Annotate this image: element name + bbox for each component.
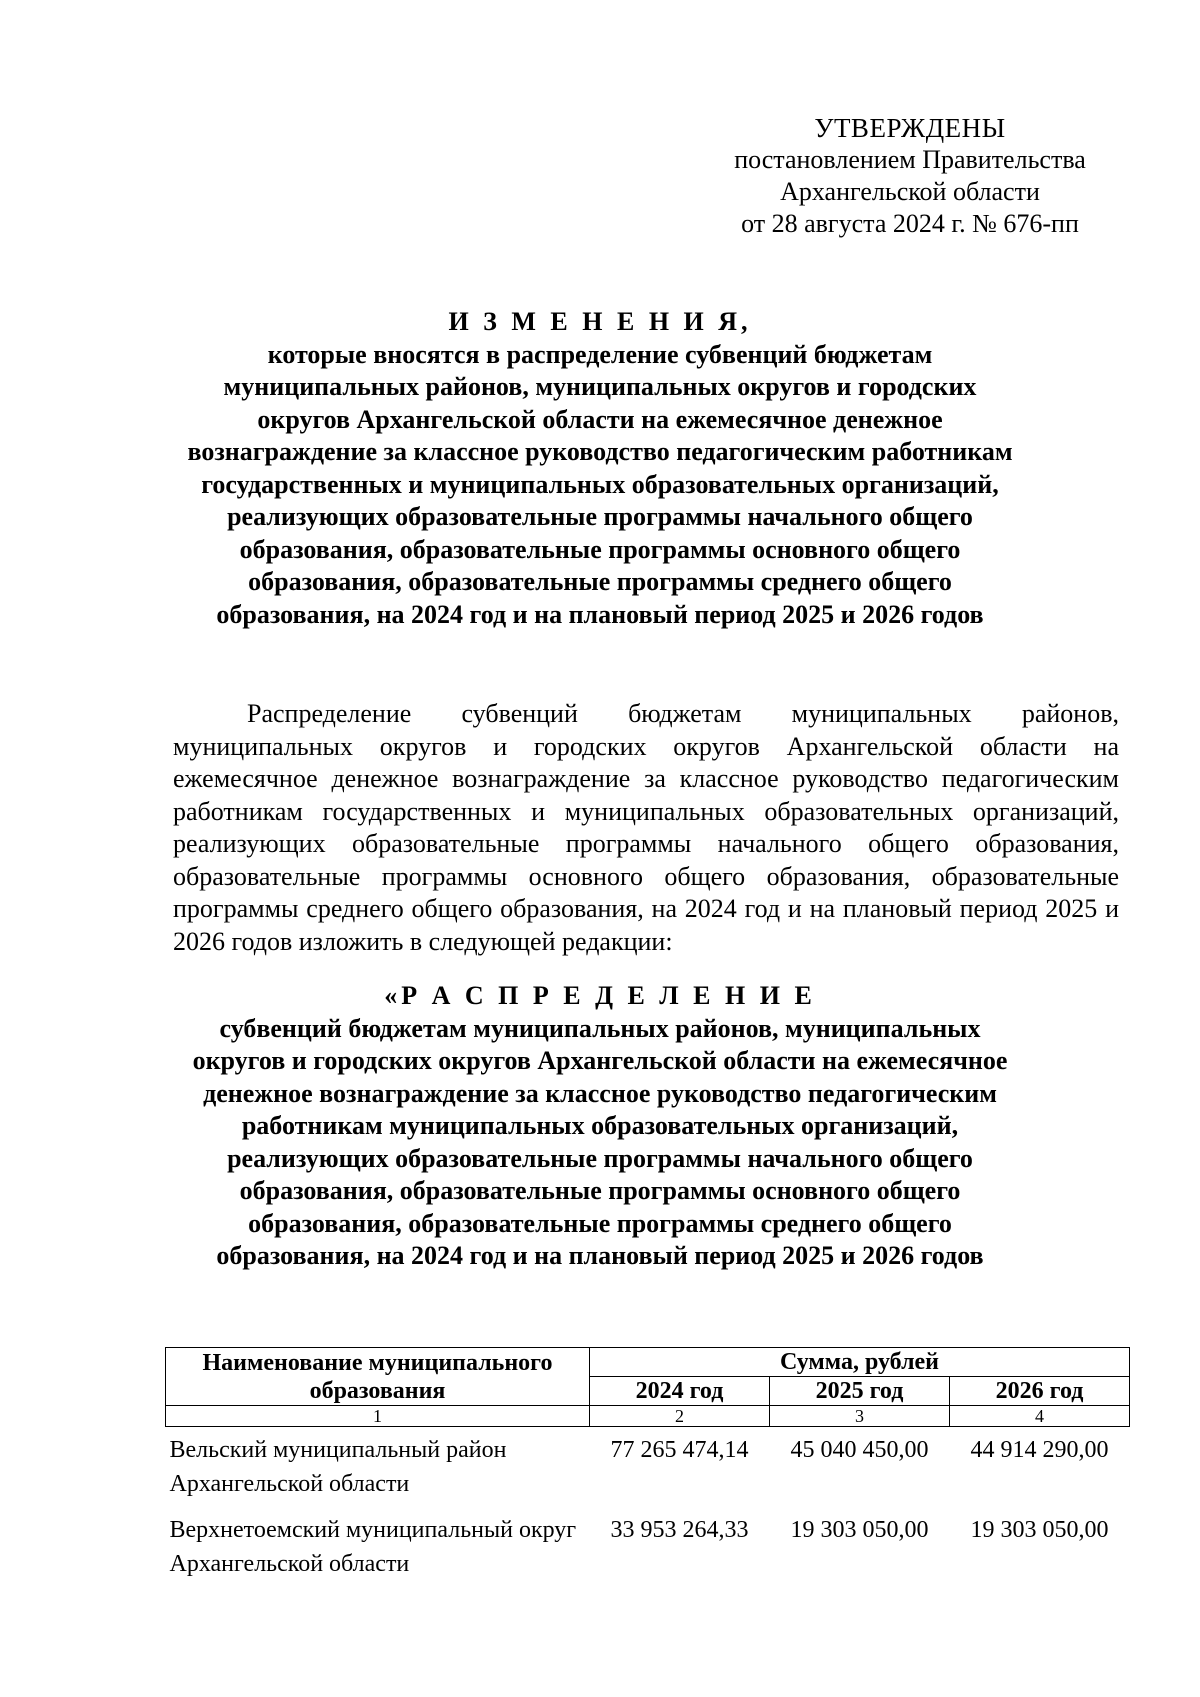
amount-2025: 19 303 050,00 [790, 1517, 929, 1543]
column-header-2026: 2026 год [950, 1377, 1130, 1406]
heading-title: И З М Е Н Е Н И Я, [448, 307, 752, 336]
heading-line: образования, образовательные программы основного общего [239, 534, 961, 564]
column-header-sum: Сумма, рублей [590, 1348, 1130, 1377]
heading-line: которые вносятся в распределение субвенций бюджетам [267, 339, 933, 369]
body-paragraph: Распределение субвенций бюджетам муниципальных районов, муниципальных округов и городских округов Архангельской области на ежемесячное денежное вознаграждение за классное руководство педагогическим работникам государственных и муниципальных образовательных организаций, реализующих образовательные программы начального общего образования, образовательные программы основного общего образования, образовательные программы среднего общего образования, на 2024 год и на плановый период 2025 и 2026 годов изложить в следующей редакции: [173, 699, 1119, 956]
distribution-line: денежное вознаграждение за классное руководство педагогическим [203, 1078, 997, 1108]
distribution-table [165, 1347, 1130, 1587]
table-row [166, 1507, 1130, 1587]
approval-line-2: Архангельской области [780, 177, 1040, 206]
heading-line: образования, на 2024 год и на плановый период 2025 и 2026 годов [216, 599, 984, 629]
column-number: 3 [770, 1406, 950, 1427]
amount-2026: 44 914 290,00 [970, 1437, 1109, 1463]
column-header-name: Наименование муниципального образования [166, 1348, 590, 1406]
municipality-name-line: Архангельской области [169, 1551, 410, 1577]
heading-line: муниципальных районов, муниципальных округов и городских [223, 372, 977, 401]
municipality-name [166, 1507, 590, 1587]
municipality-name [166, 1427, 590, 1508]
column-number: 1 [166, 1406, 590, 1427]
heading-line: вознаграждение за классное руководство педагогическим работникам [187, 437, 1013, 466]
column-header-2024: 2024 год [590, 1377, 770, 1406]
column-header-2025: 2025 год [770, 1377, 950, 1406]
heading-line: государственных и муниципальных образовательных организаций, [201, 469, 999, 499]
table-row [166, 1427, 1130, 1508]
distribution-title: «Р А С П Р Е Д Е Л Е Н И Е [384, 981, 816, 1010]
distribution-line: образования, образовательные программы среднего общего [248, 1208, 952, 1238]
distribution-line: округов и городских округов Архангельской области на ежемесячное [192, 1046, 1008, 1075]
document-heading [150, 306, 1050, 631]
column-number: 2 [590, 1406, 770, 1427]
distribution-heading [150, 980, 1050, 1273]
amount-2024: 33 953 264,33 [610, 1517, 749, 1543]
distribution-table-wrap [165, 1347, 1129, 1587]
heading-line: округов Архангельской области на ежемесячное денежное [257, 404, 943, 434]
municipality-name-line: Верхнетоемский муниципальный округ [169, 1517, 577, 1543]
column-number: 4 [950, 1406, 1130, 1427]
approval-line-1: постановлением Правительства [734, 145, 1086, 174]
amount-2026: 19 303 050,00 [970, 1517, 1109, 1543]
approval-line-3: от 28 августа 2024 г. № 676-пп [741, 209, 1079, 238]
heading-line: реализующих образовательные программы начального общего [227, 502, 973, 531]
amount-2024: 77 265 474,14 [610, 1437, 749, 1463]
distribution-line: реализующих образовательные программы начального общего [227, 1143, 973, 1173]
distribution-line: работникам муниципальных образовательных организаций, [241, 1111, 959, 1140]
heading-line: образования, образовательные программы среднего общего [248, 567, 952, 596]
distribution-line: образования, на 2024 год и на плановый период 2025 и 2026 годов [216, 1241, 984, 1270]
distribution-line: субвенций бюджетам муниципальных районов, муниципальных [219, 1013, 981, 1043]
approval-stamp [700, 112, 1120, 240]
distribution-line: образования, образовательные программы основного общего [239, 1176, 961, 1205]
amount-2025: 45 040 450,00 [790, 1437, 929, 1463]
municipality-name-line: Архангельской области [169, 1471, 410, 1497]
municipality-name-line: Вельский муниципальный район [169, 1437, 507, 1463]
approval-title: УТВЕРЖДЕНЫ [814, 113, 1006, 143]
